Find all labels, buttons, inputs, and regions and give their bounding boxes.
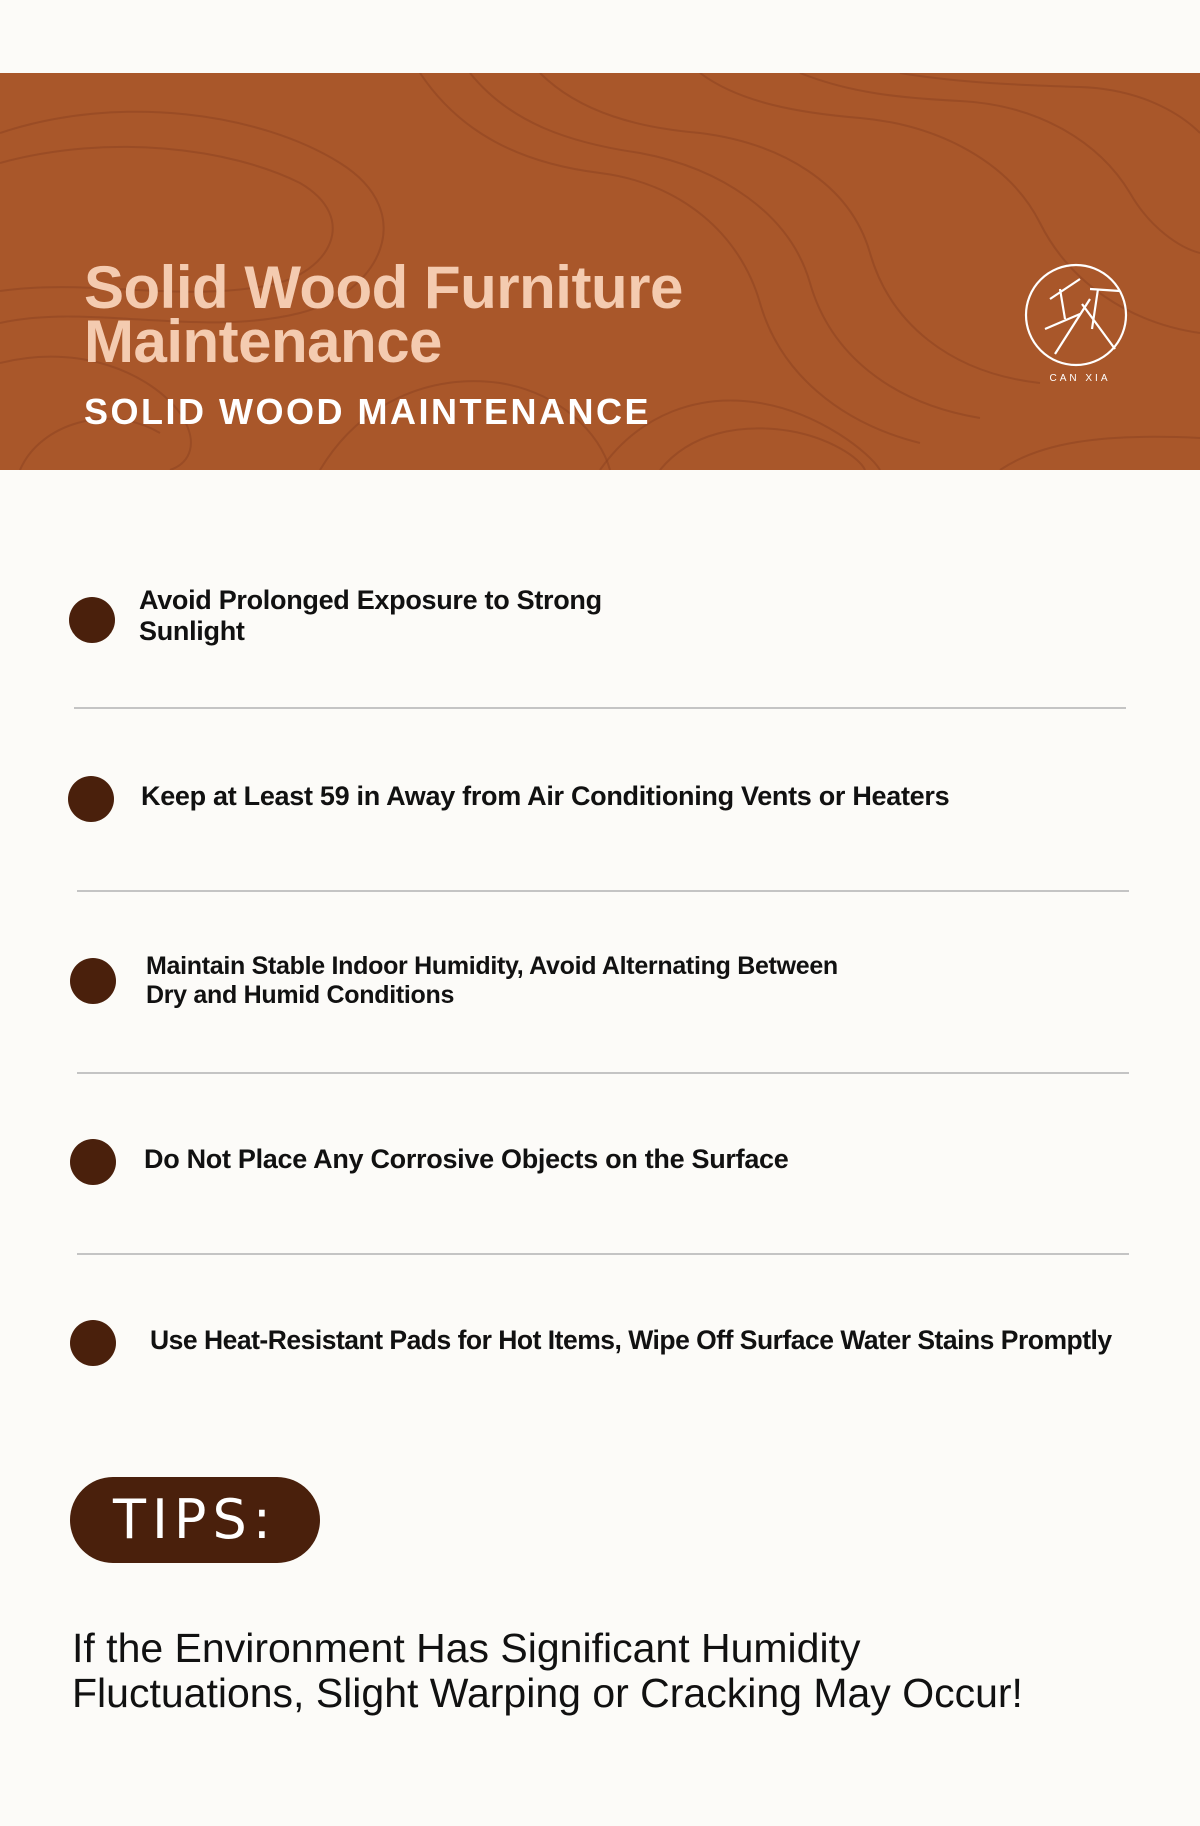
divider — [77, 890, 1129, 892]
tips-text: If the Environment Has Significant Humidity Fluctuations, Slight Warping or Cracking May Occur! — [72, 1625, 1023, 1716]
divider — [77, 1253, 1129, 1255]
bullet-dot — [68, 776, 114, 822]
maintenance-item-3: Maintain Stable Indoor Humidity, Avoid Alternating Between Dry and Humid Conditions — [146, 952, 838, 1009]
bullet-dot — [69, 597, 115, 643]
maintenance-item-4: Do Not Place Any Corrosive Objects on the Surface — [144, 1144, 789, 1174]
page-subtitle: SOLID WOOD MAINTENANCE — [84, 391, 651, 432]
page-title: Solid Wood Furniture Maintenance — [84, 254, 683, 375]
divider — [74, 707, 1126, 709]
brand-logo-text: CAN XIA — [1049, 373, 1111, 384]
tips-badge: TIPS: — [70, 1477, 320, 1563]
brand-logo — [1020, 259, 1132, 389]
header-banner — [0, 73, 1200, 470]
bullet-dot — [70, 958, 116, 1004]
bullet-dot — [70, 1320, 116, 1366]
maintenance-item-1: Avoid Prolonged Exposure to Strong Sunlight — [139, 585, 602, 646]
maintenance-item-5: Use Heat-Resistant Pads for Hot Items, Wipe Off Surface Water Stains Promptly — [150, 1325, 1112, 1355]
maintenance-item-2: Keep at Least 59 in Away from Air Conditioning Vents or Heaters — [141, 781, 950, 811]
divider — [77, 1072, 1129, 1074]
bullet-dot — [70, 1139, 116, 1185]
